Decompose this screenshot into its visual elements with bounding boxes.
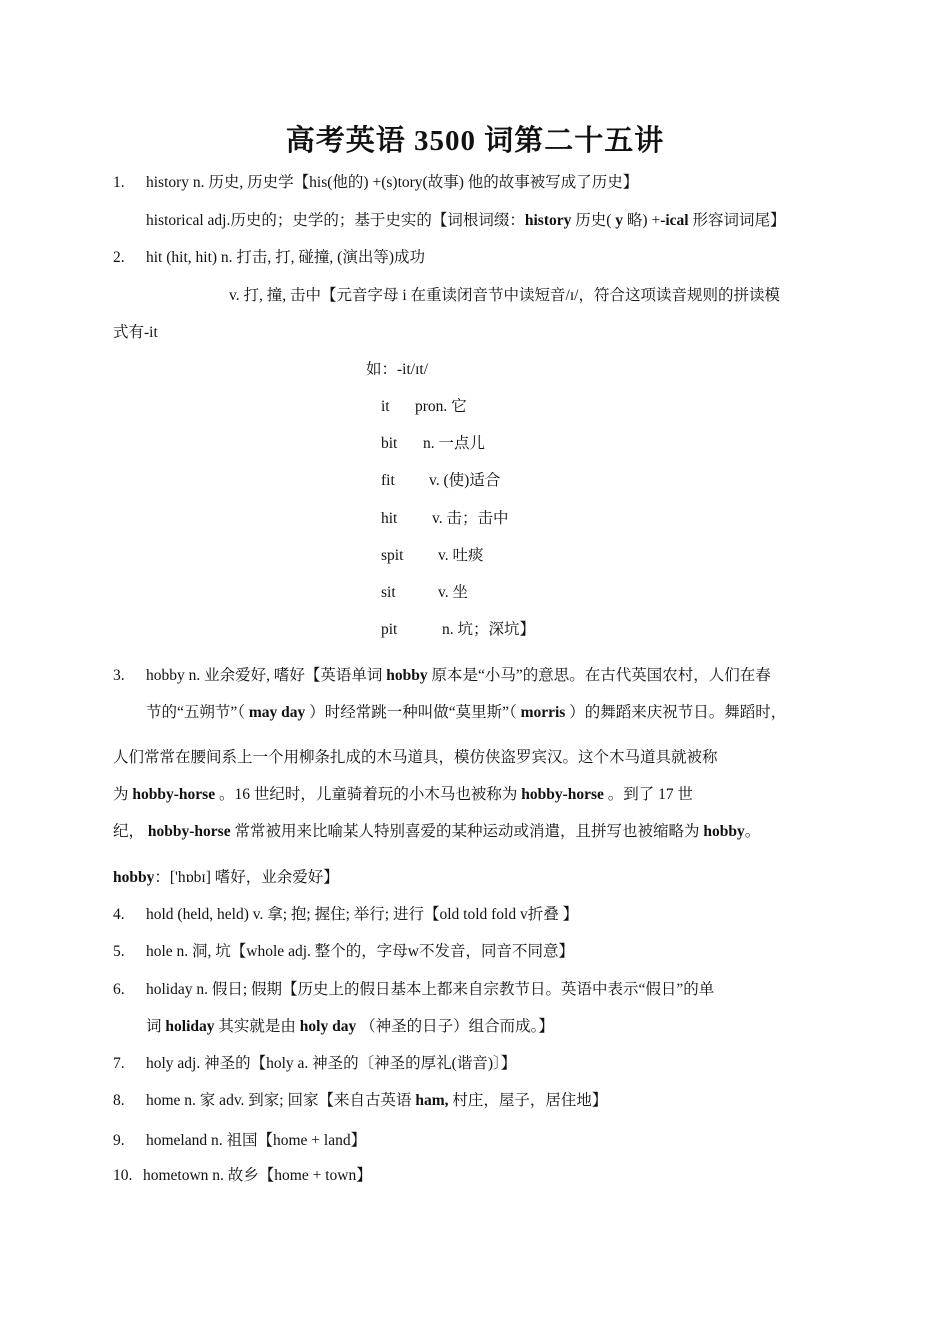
entry-6-line-1 (113, 980, 714, 1000)
text-bold: may day (248, 704, 306, 721)
entry-1-line-2 (146, 211, 786, 231)
entry-number: 7. (113, 1055, 125, 1072)
text-bold: hobby-horse (521, 786, 604, 803)
entry-number: 10. (113, 1167, 133, 1184)
entry-number: 9. (113, 1132, 125, 1149)
pattern-word: hit (381, 510, 398, 527)
text-bold: history (524, 212, 572, 229)
text-bold: hobby-horse (132, 786, 216, 803)
entry-8 (113, 1091, 607, 1111)
pattern-word: fit (381, 472, 395, 489)
entry-3-line-5 (113, 822, 760, 842)
text: ）时经常跳一种叫做“莫里斯”（ (305, 704, 521, 721)
entry-number: 6. (113, 981, 125, 998)
entry-number: 4. (113, 906, 125, 923)
entry-text: history n. 历史, 历史学【his(他的) +(s)tory(故事) 他的故事被写成了历史】 (146, 174, 639, 191)
pattern-def: pron. 它 (415, 398, 467, 415)
pattern-def: n. 坑；深坑】 (442, 621, 536, 638)
text: historical adj.历史的；史学的；基于史实的【词根词缀： (146, 212, 525, 229)
entry-6-line-2 (146, 1017, 554, 1037)
entry-number: 3. (113, 667, 125, 684)
text: 形容词词尾】 (688, 212, 786, 229)
text: 常常被用来比喻某人特别喜爱的某种运动或消遣，且拼写也被缩略为 (230, 823, 704, 840)
entry-1-line-1 (113, 173, 638, 193)
entry-text: hold (held, held) v. 拿; 抱; 握住; 举行; 进行【old told fold v折叠 】 (146, 906, 579, 923)
entry-7 (113, 1054, 516, 1074)
entry-text: holy adj. 神圣的【holy a. 神圣的〔神圣的厚礼(谐音)〕】 (146, 1055, 517, 1072)
pattern-word-row (381, 397, 467, 417)
pattern-def: v. 击；击中 (432, 510, 509, 527)
text: 原本是“小马”的意思。在古代英国农村，人们在春 (427, 667, 771, 684)
text: 为 (113, 786, 133, 803)
entry-2-line-2: v. 打, 撞, 击中【元音字母 i 在重读闭音节中读短音/ɪ/，符合这项读音规则的拼读模 (229, 287, 780, 304)
pattern-word-row (381, 509, 509, 529)
entry-text: holiday n. 假日; 假期【历史上的假日基本上都来自宗教节日。英语中表示“假日”的单 (146, 981, 715, 998)
entry-number: 1. (113, 174, 125, 191)
text-bold: ham, (415, 1092, 449, 1109)
entry-text: hit (hit, hit) n. 打击, 打, 碰撞, (演出等)成功 (146, 249, 425, 266)
entry-2-line-3: 式有-it (113, 324, 158, 341)
pattern-word-row (381, 546, 484, 566)
text-bold: hobby-horse (147, 823, 231, 840)
pattern-word: it (381, 398, 390, 415)
entry-2-line-1 (113, 248, 425, 268)
text: 。16 世纪时，儿童骑着玩的小木马也被称为 (215, 786, 522, 803)
pattern-word-row (381, 583, 468, 603)
entry-4 (113, 905, 578, 925)
text-bold: -ical (660, 212, 689, 229)
pattern-word: pit (381, 621, 398, 638)
text: （神圣的日子）组合而成。】 (356, 1018, 554, 1035)
text: ）的舞蹈来庆祝节日。舞蹈时， (565, 704, 787, 721)
pattern-def: v. 吐痰 (438, 547, 484, 564)
entry-3-line-3: 人们常常在腰间系上一个用柳条扎成的木马道具，模仿侠盗罗宾汉。这个木马道具就被称 (113, 749, 718, 766)
pattern-heading: 如：-it/ɪt/ (366, 361, 429, 378)
text: 。 (744, 823, 761, 840)
entry-10 (113, 1166, 372, 1186)
text-bold: hobby (386, 667, 428, 684)
text: 其实就是由 (214, 1018, 300, 1035)
text: 。到了 17 世 (603, 786, 694, 803)
text: home n. 家 adv. 到家; 回家【来自古英语 (146, 1092, 416, 1109)
text: ：['hɒbɪ] 嗜好，业余爱好】 (154, 869, 339, 886)
entry-number: 5. (113, 943, 125, 960)
text-bold: hobby (113, 869, 155, 886)
page-title: 高考英语 3500 词第二十五讲 (285, 125, 665, 157)
entry-3-line-1 (113, 666, 771, 686)
entry-3-line-4 (113, 785, 693, 805)
entry-3-line-2 (146, 703, 786, 723)
pattern-word: bit (381, 435, 398, 452)
text: 节的“五朔节”（ (146, 704, 249, 721)
entry-text: hole n. 洞, 坑【whole adj. 整个的，字母w不发音，同音不同意】 (146, 943, 574, 960)
pattern-word-row (381, 471, 500, 491)
pattern-word: spit (381, 547, 404, 564)
text: 村庄，屋子，居住地】 (448, 1092, 608, 1109)
entry-number: 8. (113, 1092, 125, 1109)
text: 历史( (571, 212, 616, 229)
text-bold: y (615, 212, 624, 229)
entry-number: 2. (113, 249, 125, 266)
pattern-word: sit (381, 584, 396, 601)
text-bold: holiday (165, 1018, 215, 1035)
pattern-def: v. (使)适合 (429, 472, 501, 489)
entry-5 (113, 942, 574, 962)
entry-text: hometown n. 故乡【home + town】 (143, 1167, 372, 1184)
text: 纪， (113, 823, 148, 840)
pattern-def: v. 坐 (438, 584, 468, 601)
text: 略) + (623, 212, 661, 229)
entry-text: homeland n. 祖国【home + land】 (146, 1132, 367, 1149)
text-bold: hobby (703, 823, 745, 840)
text: 词 (146, 1018, 166, 1035)
pattern-word-row (381, 434, 485, 454)
entry-3-line-6 (113, 868, 339, 888)
pattern-def: n. 一点儿 (423, 435, 486, 452)
entry-9 (113, 1131, 366, 1151)
text-bold: morris (520, 704, 566, 721)
pattern-word-row (381, 620, 535, 640)
text: hobby n. 业余爱好, 嗜好【英语单词 (146, 667, 387, 684)
text-bold: holy day (299, 1018, 357, 1035)
